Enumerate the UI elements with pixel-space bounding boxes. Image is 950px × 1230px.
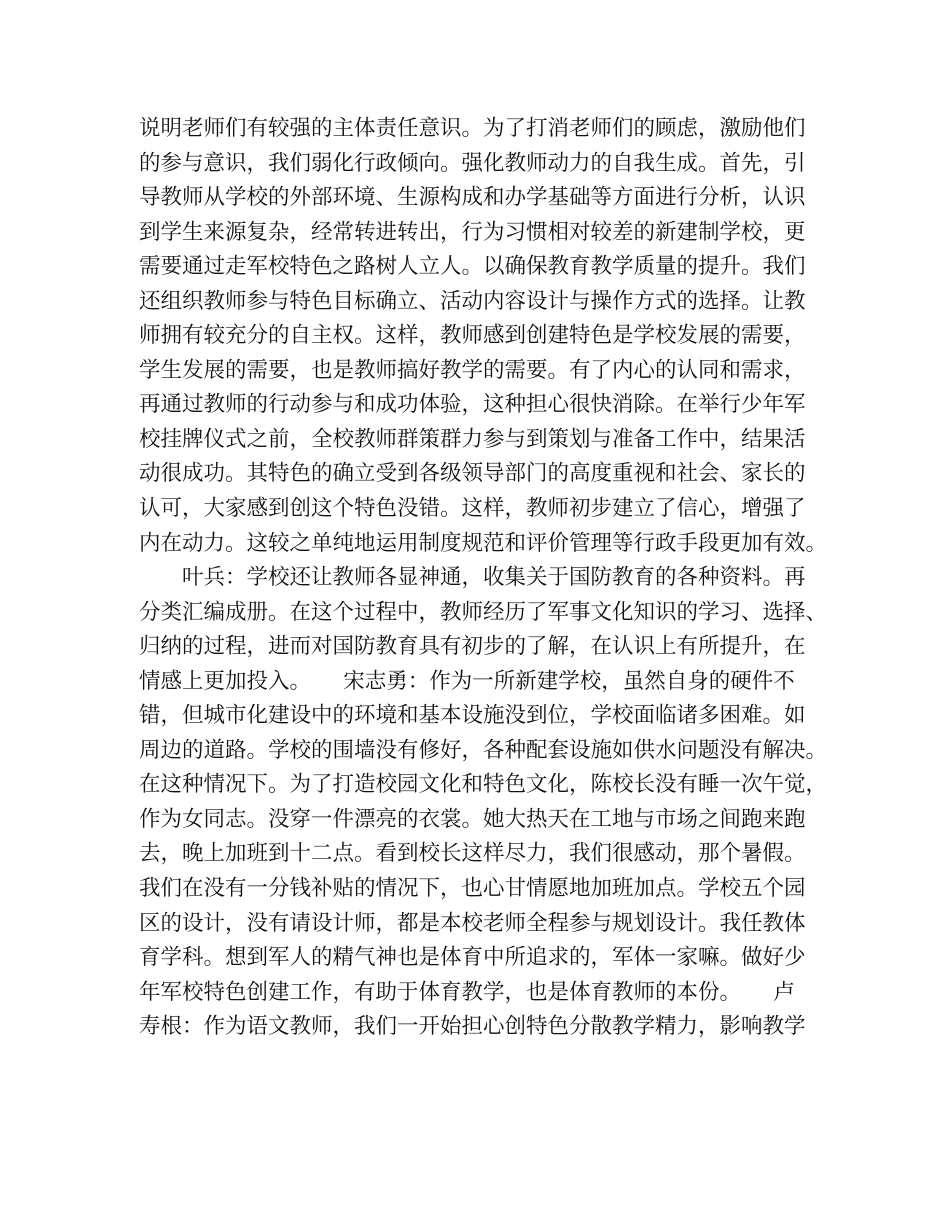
text-line: 再通过教师的行动参与和成功体验，这种担心很快消除。在举行少年军 [139,392,806,418]
text-line: 错，但城市化建设中的环境和基本设施没到位，学校面临诸多困难。如 [139,703,806,729]
text-line: 需要通过走军校特色之路树人立人。以确保教育教学质量的提升。我们 [139,254,806,280]
text-line: 分类汇编成册。在这个过程中，教师经历了军事文化知识的学习、选择、 [139,599,828,625]
text-line: 寿根：作为语文教师，我们一开始担心创特色分散教学精力，影响教学 [139,1014,806,1040]
text-line: 周边的道路。学校的围墙没有修好，各种配套设施如供水问题没有解决。 [139,737,828,763]
text-line: 叶兵：学校还让教师各显神通，收集关于国防教育的各种资料。再 [139,565,806,591]
text-line: 到学生来源复杂，经常转进转出，行为习惯相对较差的新建制学校，更 [139,219,806,245]
text-line: 情感上更加投入。 宋志勇：作为一所新建学校，虽然自身的硬件不 [139,668,795,694]
text-line: 我们在没有一分钱补贴的情况下，也心甘情愿地加班加点。学校五个园 [139,876,806,902]
text-line: 作为女同志。没穿一件漂亮的衣裳。她大热天在工地与市场之间跑来跑 [139,806,806,832]
text-line: 的参与意识，我们弱化行政倾向。强化教师动力的自我生成。首先，引 [139,150,806,176]
text-line: 内在动力。这较之单纯地运用制度规范和评价管理等行政手段更加有效。 [139,530,828,556]
text-line: 年军校特色创建工作，有助于体育教学，也是体育教师的本份。 卢 [139,979,795,1005]
text-line: 导教师从学校的外部环境、生源构成和办学基础等方面进行分析，认识 [139,185,806,211]
text-line: 归纳的过程，进而对国防教育具有初步的了解，在认识上有所提升，在 [139,634,806,660]
text-line: 师拥有较充分的自主权。这样，教师感到创建特色是学校发展的需要， [139,323,806,349]
text-line: 学生发展的需要，也是教师搞好教学的需要。有了内心的认同和需求， [139,357,806,383]
text-line: 区的设计，没有请设计师，都是本校老师全程参与规划设计。我任教体 [139,910,806,936]
text-line: 认可，大家感到创这个特色没错。这样，教师初步建立了信心，增强了 [139,496,806,522]
text-line: 去，晚上加班到十二点。看到校长这样尽力，我们很感动，那个暑假。 [139,841,806,867]
body-text [139,112,829,1045]
text-line: 育学科。想到军人的精气神也是体育中所追求的，军体一家嘛。做好少 [139,945,806,971]
text-line: 还组织教师参与特色目标确立、活动内容设计与操作方式的选择。让教 [139,288,806,314]
text-line: 在这种情况下。为了打造校园文化和特色文化，陈校长没有睡一次午觉， [139,772,828,798]
text-line: 动很成功。其特色的确立受到各级领导部门的高度重视和社会、家长的 [139,461,806,487]
text-line: 说明老师们有较强的主体责任意识。为了打消老师们的顾虑，激励他们 [139,116,806,141]
text-line: 校挂牌仪式之前，全校教师群策群力参与到策划与准备工作中，结果活 [139,426,806,452]
